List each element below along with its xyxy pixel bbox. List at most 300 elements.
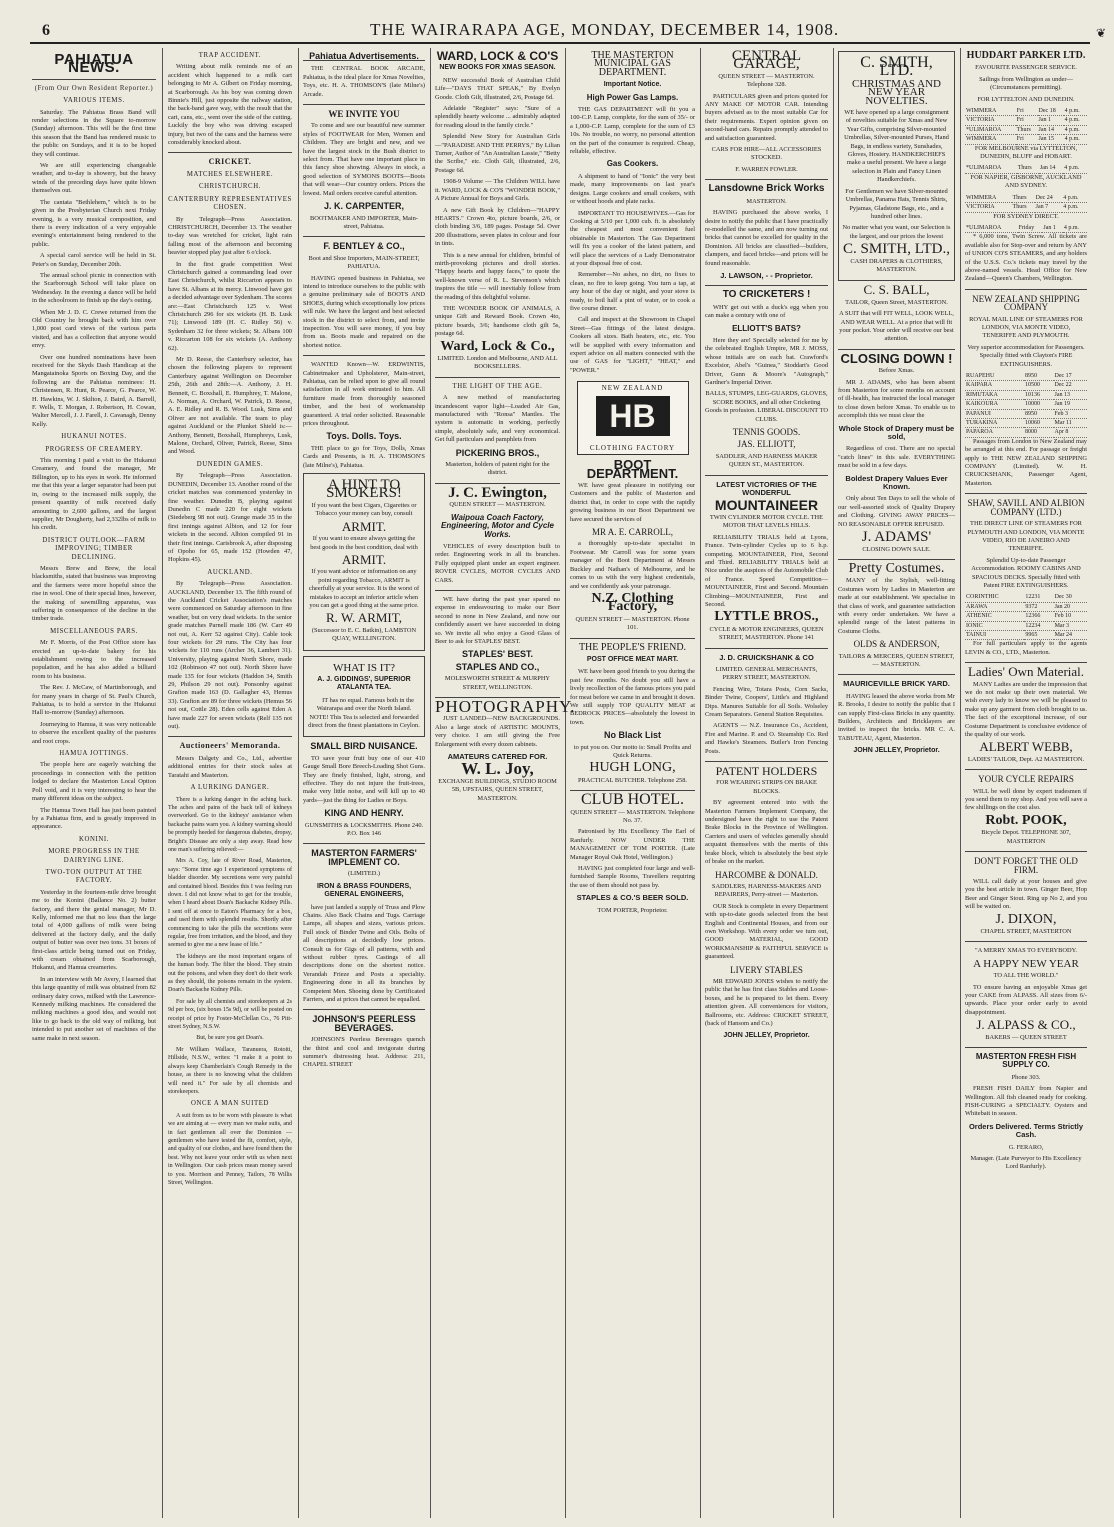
ad-advertiser: J. ADAMS' [861, 529, 932, 546]
table-cell: 10500 [1024, 381, 1054, 390]
ad-text: TO ensure having an enjoyable Xmas get your CAKE from ALPASS. All sizes from 6/- upwards. Place your order early to avoid disappointment. [965, 983, 1087, 1016]
ad-text: Bicycle Depot. TELEPHONE 307, MASTERTON [981, 829, 1071, 845]
ad-heading: WHAT IS IT? [332, 661, 396, 674]
ad-heading: Important Notice. [603, 81, 662, 89]
article-paragraph: Over one hundred nominations have been received for the Skyds Dash Handicap at the Mangatainoka Sports on Boxing Day, and the following are the Pahiatua nominees: H. Christensen, R. Hunt, R. Pearce, G. Pearce, W. H. Hawkins, W. J. Skilton, J. Baird, A. Barrell, F. Wells, T. Morgan, J. Robertson, H. Cowan, Walter Mercell, J. J. Farell, J. Cavanagh, Denny Kelly. [32, 353, 156, 428]
table-cell: Dec 17 [1054, 372, 1087, 381]
ad-text: THE CENTRAL BOOK ARCADE, Pahiatua, is the ideal place for Xmas Novelties, Toys, etc. H. A. THOMSON'S (late Milne's) Arcade. [303, 65, 425, 98]
subheading: HUKANUI NOTES. [61, 433, 127, 441]
column-rule [162, 48, 163, 1518]
ad-advertiser: PICKERING BROS., [455, 447, 540, 458]
column-drapery-ads [838, 48, 955, 1518]
ad-text: WE have great pleasure in notifying our Customers and the public of Masterton and district that, in order to cope with the rapidly growing business in our Boot Department we have secured the services of [570, 482, 695, 523]
ad-advertiser: J. C. Ewington, [448, 484, 547, 501]
article-paragraph: Mr F. Morris, of the Post Office store has erected an up-to-date bakery for his establishment owing to the increased population, and he has also added a billiard room to his business. [32, 639, 156, 680]
ad-text: OUR Stock is complete in every Department with up-to-date goods selected from the best English and Continental Houses, and from our own Workshop. With every order we turn out, GOOD MATERIAL, GOOD WORKMANSHIP & FAITHFUL SERVICE is guaranteed. [705, 902, 828, 961]
ad-text: To come and see our beautiful new summer styles of FOOTWEAR for Men, Women and Children. They are bright and new, and we have the largest stock in the Bush district to select from. That have one important place in this fancy shoe showing. Always in stock, a good selection of SYMONS BOOTS—Boots that will wear—Our country orders. Prices the lowest. Mail orders receive careful attention. [303, 122, 425, 197]
ad-box-c-smith [838, 51, 955, 281]
ad-text: Remember—No ashes, no dirt, no fixes to clean, no fire to keep going. You turn a tap, at any hour of the day or night, and your stove is ready, to boil half a pint of water, or to cook a five course dinner. [570, 271, 695, 312]
ad-text: Splendid New Story for Australian Girls—"PARADISE AND THE PERRYS," By Lilian Turner, Author of "An Australian Lassie," "Betty the Scribe," etc. Cloth Gilt, illustrated, 2/6, Postage 6d. [435, 133, 560, 174]
ad-text: Fencing Wire, Totara Posts, Corn Sacks, Binder Twine, Coopers', Little's and Highland Dips. Manures Suitable for all Soils. Wolseley Cream Separators. General Station Requisites. [705, 685, 828, 718]
ad-text: WHY get out with a duck's egg when you can make a century with one of [705, 303, 828, 320]
table-cell: 12366 [1024, 612, 1053, 621]
table-cell: Friday [1018, 224, 1043, 233]
ad-text: a thoroughly up-to-date specialist in Footwear. Mr Carroll was for some years manager of the Boot Department at Messrs Buckley and Nathan's of Melbourne, and he comes to us with the very highest credentials, and we confidently ask your patronage. [570, 540, 695, 590]
subheading: HAMUA JOTTINGS. [59, 750, 129, 758]
ad-text: (Successor to E. C. Batkin), LAMBTON QUAY, WELLINGTON. [311, 626, 417, 643]
table-row [965, 203, 1087, 212]
ad-text: CASH DRAPERS & CLOTHIERS, MASTERTON. [850, 257, 943, 273]
article-paragraph: This morning I paid a visit to the Hukanui Creamery, and found the manager, Mr Billington, up to his eyes in work. He informed me that this year a larger separator had been put in, owing to the increased milk supply, the present quantity of milk received daily amounting to 2,600 gallons, and the largest supplier, Mr Dougherty, had 2,332lbs of milk to his credit. [32, 457, 156, 532]
ad-advertiser: G. FERARO, [1008, 1143, 1044, 1151]
ad-text: Sailings from Wellington as under—(Circumstances permitting). [979, 75, 1073, 92]
table-cell: Feb 3 [1054, 409, 1087, 418]
table-row [965, 164, 1087, 173]
article-paragraph: Messrs Brew and Brew, the local blacksmiths, stated that business was improving and the farmers were more hopeful since the rise in wool. One of their special lines, however, the making of sawmilling apparatus, was suffering in consequence of the decline in the timber trade. [32, 564, 156, 623]
table-cell: VICTORIA [965, 116, 1016, 125]
table-cell: Jan 19 [1054, 400, 1087, 409]
ad-text: No matter what you want, our Selection is the largest, and our prices the lowest [842, 224, 951, 240]
ad-text: TOM PORTER, Proprietor. [597, 906, 668, 914]
ad-text: CYCLE & MOTOR ENGINEERS, QUEEN STREET, MASTERTON. Phone 141 [709, 625, 824, 642]
table-row [965, 621, 1087, 630]
column-rule [565, 48, 566, 1518]
ad-heading: TO ALL THE WORLD." [993, 972, 1059, 980]
ad-advertiser: J. K. CARPENTER, [323, 201, 404, 212]
ad-heading: Toys. Dolls. Toys. [326, 431, 402, 442]
table-cell: Fri [1016, 135, 1038, 144]
ad-heading: POST OFFICE MEAT MART. [586, 655, 679, 663]
table-cell: 9965 [1024, 630, 1053, 639]
ad-text: Phone 303. [1011, 1073, 1041, 1081]
ad-text: EXCHANGE BUILDINGS, STUDIO ROOM 5B, UPSTAIRS, QUEEN STREET, MASTERTON. [438, 777, 557, 802]
ad-text: Passages from London to New Zealand may be arranged at this end. For passage or freight apply to THE NEW ZEALAND SHIPPING COMPANY (Limited). W. H. CRUICKSHANK, Passenger Agent, Masterton. [965, 437, 1087, 487]
subheading: PROGRESS OF CREAMERY. [45, 445, 143, 453]
ad-text: WANTED Known—W. ERDWINTIS, Cabinetmaker and Upholsterer, Main-street, Pahiatua, can be relied upon to give all round satisfaction in all work entrusted to him. All furniture made from thoroughly seasoned timber, and the best of workmanship guaranteed. A trial order solicited. Reasonable prices throughout. [303, 361, 425, 428]
ad-text: FRESH FISH DAILY from Napier and Wellington. All fish cleaned ready for cooking. FISH-CURING a SPECIALTY. Oysters and Whitebait in season. [965, 1085, 1087, 1118]
ad-heading: SHAW, SAVILL AND ALBION COMPANY (LTD.) [967, 498, 1085, 517]
ad-text: A new Gift Book by Children—"HAPPY HEARTS." Crown 4to, picture boards, 2/6, or cloth binding 3/6, 189 pages. Postage 5d. Over 200 illustrations, seven plates in colour and four in tints. [435, 206, 560, 248]
table-cell: Fri [1016, 107, 1038, 116]
subheading: ONCE A MAN SUITED [191, 1100, 269, 1108]
article-paragraph: We are still experiencing changeable weather, and to-day is showery, but the heavy winds of the preceding days have quite blown themselves out. [32, 162, 156, 195]
ad-text: Very superior accommodation for Passengers. Specially fitted with Clayton's FIRE EXTINGUISHERS. [967, 343, 1085, 368]
ad-heading: No Black List [603, 730, 661, 741]
ad-advertiser: C. S. BALL, [863, 282, 930, 298]
ad-advertiser: HUGH LONG, [589, 760, 676, 776]
ad-heading: Ladies' Own Material. [967, 664, 1085, 680]
table-cell: Jan 13 [1054, 390, 1087, 399]
ad-advertiser: MR A. E. CARROLL, [591, 527, 673, 538]
table-cell: 8950 [1024, 409, 1054, 418]
table-row [965, 612, 1087, 621]
ad-heading: TO CRICKETERS ! [722, 289, 811, 301]
ad-text: TAILORS & MERCERS, QUEEN STREET, — MASTERTON. [838, 652, 955, 668]
article-paragraph: In the first grade competition West Christchurch gained a commanding lead over East Christchurch, whilst Riccarton appears to have St. Albans at its mercy. Linwood have got a decided advantage over Sydenham. The scores are:—East Christchurch 125 v. West Christchurch 296 for six wickets (H. B. Lusk 71); Linwood 189 (H. C. Ridley 56) v. Sydenham 32 for three wickets; St. Albans 100 v. Riccarton 108 for six wickets (A. Anthony 62). [168, 260, 292, 352]
ad-text: A shipment to hand of "Ionic" the very best made, many improvements on last year's designs. Large cookers and small cookers, with or without hoods and plate racks. [570, 172, 695, 206]
table-cell: PAPANUI [965, 409, 1024, 418]
ad-text: Here they are! Specially selected for me by the celebrated English Umpire, MR J. MOSS, whose initials are on each bat. Crawford's Excelsior, Abel's "Guinea," Stoddart's Good Driver, Gunn & Moore's "Autograph," Gardner's Imperial Driver. [705, 336, 828, 386]
table-row [965, 390, 1087, 399]
table-heading: FOR MELBOURNE via LYTTELTON, DUNEDIN, BLUFF and HOBART. [974, 144, 1078, 161]
ad-heading: IRON & BRASS FOUNDERS, GENERAL ENGINEERS, [316, 882, 412, 899]
table-cell: Jan 14 [1039, 164, 1063, 173]
ad-heading: THE MASTERTON MUNICIPAL GAS DEPARTMENT. [591, 50, 674, 78]
table-row [965, 630, 1087, 639]
table-cell: CORINTHIC [965, 593, 1024, 602]
masthead [30, 20, 1090, 44]
ad-text: CHAPEL STREET, MASTERTON [980, 927, 1072, 935]
table-cell: KAIPARA [965, 381, 1024, 390]
table-row [965, 428, 1087, 437]
ad-heading: YOUR CYCLE REPAIRS [978, 774, 1074, 785]
ad-text: IT has no equal. Famous both in the Wairarapa and over the North Island. NOTE! This Tea is selected and forwarded direct from the finest plantations in Ceylon. [308, 696, 420, 729]
ad-text: Adelaide "Register" says: "Sure of a splendidly hearty welcome ... admirably adapted for reading aloud in the family circle." [435, 105, 560, 129]
subheading: CHRISTCHURCH. [199, 183, 261, 191]
table-cell: Jan 15 [1038, 135, 1064, 144]
article-paragraph: The Rev. J. McCaw, of Martinborough, and for many years in charge of St. Paul's Church, Pahiatua, is to hold a service in the Hukanui Hall to-morrow (Sunday) afternoon. [32, 684, 156, 717]
ad-heading: Lansdowne Brick Works [708, 183, 825, 195]
table-cell: KAIKOURA [965, 400, 1024, 409]
subheading: TWO-TON OUTPUT AT THE FACTORY. [45, 868, 143, 885]
column-cricket-news [168, 48, 292, 1518]
table-cell: 12231 [1024, 593, 1053, 602]
table-row [965, 135, 1087, 144]
ad-text: THE WONDER BOOK OF ANIMALS, A unique Gift and Reward Book. Crown 4to, picture boards, 3/6; handsome cloth gilt 5s, postage 6d. [435, 304, 560, 338]
ad-advertiser: J. D. CRUICKSHANK & CO [719, 652, 814, 662]
subheading: VARIOUS ITEMS. [63, 97, 125, 105]
ad-advertiser: A. J. GIDDINGS', SUPERIOR ATALANTA TEA. [317, 675, 411, 692]
ad-text: IMPORTANT TO HOUSEWIVES.—Gas for Cooking at 5/10 per 1,000 cub. ft. is absolutely the cheapest and most convenient fuel obtainable in Masterton. The Gas Department will fix you a cooker of the latest pattern, and will place the services of a Lady Demonstrator at your disposal free of cost. [570, 209, 695, 267]
article-paragraph: By Telegraph—Press Association. DUNEDIN, December 13. Another round of the cricket matches was commenced yesterday in fine weather. Dunedin B, playing against Dunedin C made 220 for eight wickets (Siedeberg 98 not out). Grange made 35 in the first innings against Albion, and 12 for four wickets in the second. Albion compiled 91 in their first innings. Carisbrook A, after disposing of Opoho for 65, made 152 (Howden 47, Hopkins 45). [168, 472, 292, 564]
table-cell: VICTORIA [965, 203, 1012, 212]
table-cell: 4 p.m. [1064, 125, 1087, 134]
ad-text: If you want the best Cigars, Cigarettes or Tobacco your money can buy, consult [311, 501, 417, 518]
article-paragraph: When Mr J. D. C. Crewe returned from the Old Country he brought back with him over 1,000 post card views of the various parts visited, and has a collection that anyone would envy. [32, 308, 156, 350]
ad-advertiser: LYTTLE BROS., [714, 609, 819, 625]
ad-heading: AMATEURS CATERED FOR. [447, 752, 548, 762]
ad-advertiser: ALBERT WEBB, [979, 739, 1073, 755]
table-cell: Jan 1 [1038, 116, 1064, 125]
subheading: KONINI. [78, 835, 110, 843]
section-heading: PAHIATUA NEWS. [54, 51, 134, 77]
table-cell: WIMMERA [965, 194, 1012, 203]
ad-text: ROYAL MAIL LINE OF STEAMERS FOR LONDON, VIA MONTE VIDEO, TENERIFFE AND PLYMOUTH. [969, 315, 1083, 340]
newspaper-title: THE WAIRARAPA AGE, MONDAY, DECEMBER 14, 1908. [370, 20, 840, 39]
table-row [965, 194, 1087, 203]
fold-mark-icon: ❦ [1095, 26, 1106, 40]
article-paragraph: There is a lurking danger in the aching back. The aches and pains of the back tell of kidneys overworked. Go to the kidneys' assistance when backache pains warn you. A kidney warning should be promptly heeded for dangerous diabetes, dropsy, Bright's Disease are only a step away. Read how one man's suffering relieved:— [168, 796, 292, 853]
table-cell: 9372 [1024, 602, 1053, 611]
table-cell: RIMUTAKA [965, 390, 1024, 399]
section-heading: CRICKET. [208, 157, 252, 167]
ad-heading: A HINT TO SMOKERS! [326, 477, 402, 502]
table-cell: WIMMERA [965, 107, 1016, 116]
ad-advertiser: Robt. POOK, [985, 812, 1067, 828]
ad-heading: Pretty Costumes. [848, 560, 945, 576]
ad-text: MASTERTON. [746, 197, 787, 205]
ad-text: A new method of manufacturing incandescent vapor light—Loaded Air Gas, manufactured with "Ronsa" Mantles. The system is automatic in working, perfectly simple, absolutely safe, and very economical. Get full particulars and pamphlets from [435, 394, 560, 444]
subheading: DISTRICT OUTLOOK—FARM IMPROVING; TIMBER DECLINING. [42, 536, 146, 561]
column-rule [833, 48, 834, 1518]
ad-text: For Gentlemen we have Silver-mounted Umbrellas, Panama Hats, Tennis Shirts, Pyjamas, Gladstone Bags, etc., and a hundred other lines. [845, 187, 948, 220]
table-cell: Mar 3 [1054, 621, 1087, 630]
article-paragraph: Yesterday in the fourteen-mile drive brought me to the Konini (Ballance No. 2) butter factory, and there the genial manager, Mr D. Kelly, informed me that no less than the large total of 4,000 gallons of milk were being delivered at the factory daily, and the daily output of butter was over two tons. 31 boxes of first-class article being turned out on Friday, with cream obtained from Scarborough, Hukanui, and Hamua creameries. [32, 888, 156, 972]
ad-heading: JOHNSON'S PEERLESS BEVERAGES. [312, 1014, 416, 1033]
table-cell: Thurs [1012, 194, 1035, 203]
table-cell: Thurs [1017, 164, 1039, 173]
ad-text: CLOSING DOWN SALE. [862, 545, 931, 553]
ad-text: HAVING purchased the above works, I desire to notify the public that I have practically re-modelled the same, and am now turning out bricks that cannot be excelled for quality in the Dominion. All bricks are classified—builders, clampers, and faced bricks—and prices will be found reasonable. [705, 209, 828, 267]
table-cell: TURAKINA [965, 419, 1024, 428]
ad-heading: Orders Delivered. Terms Strictly Cash. [968, 1121, 1084, 1140]
column-rule [700, 48, 701, 1518]
ad-heading: MAURICEVILLE BRICK YARD. [843, 679, 950, 689]
ad-heading: MASTERTON FRESH FISH SUPPLY CO. [975, 1052, 1077, 1070]
ad-text: Before Xmas. [878, 367, 915, 375]
section-heading: Auctioneers' Memoranda. [179, 741, 281, 751]
article-paragraph: Mr D. Reese, the Canterbury selector, has chosen the following players to represent Canterbury against Wellington on December 25th, 26th and 28th:—A. Anthony, J. H. Bennett, C. Boxshall, E. Humphrey, T. Malone, A. Norman, A. Orchard, W. Patrick, D. Reese, A. E. Ridley and R. B. Wood. Lusk, Sims and Oliver are not available. The team to play against Auckland or the Plunket Shield is:—Anthony, Bennett, Boxshall, Humphreys, Lusk, Malone, Orchard, Oliver, Patrick, Reese, Sims and Wood. [168, 356, 292, 456]
ad-text: JUST LANDED—NEW BACKGROUNDS. Also a large stock of ARTISTIC MOUNTS, very choice. I am still giving the Free Enlargement with every dozen cabinets. [435, 715, 560, 748]
ad-text: PRACTICAL BUTCHER. Telephone 258. [577, 776, 688, 784]
ad-heading: High Power Gas Lamps. [586, 92, 679, 102]
subheading: DUNEDIN GAMES. [196, 460, 264, 468]
ad-heading: Waipoua Coach Factory, Engineering, Motor and Cycle Works. [441, 512, 554, 539]
table-heading: FOR SYDNEY DIRECT. [993, 212, 1059, 220]
ad-text: MANY of the Stylish, well-fitting Costumes worn by Ladies in Masterton are made at our establishment. We specialise in that class of work, and guarantee satisfaction with every order undertaken. We have a splendid range of the latest patterns in Costume Cloths. [838, 577, 955, 635]
ad-text: HAVING opened business in Pahiatua, we intend to introduce ourselves to the public with a genuine preliminary sale of BOOTS AND SHOES, during which exceptionally low prices will rule. We have the largest and best selected stock in the district to select from, and invite inspection. You will save money, if you buy from us. Boots made and repaired on the shortest notice. [303, 274, 425, 349]
ad-heading: SMALL BIRD NUISANCE. [310, 741, 418, 752]
ad-heading: STAPLES' BEST. [462, 649, 533, 660]
ad-text: If you want advice or information on any point regarding Tobacco, ARMIT is cheerfully at your service. It is the worst of mistakes to accept an inferior article when you can get a good thing at the same price. [308, 568, 420, 609]
ad-text: 1908-9 Volume — The Children WILL have it. WARD, LOCK & CO'S "WONDER BOOK," A Picture Annual for Boys and Girls. [435, 178, 560, 203]
ad-box-tea [303, 656, 425, 738]
table-cell: ARAWA [965, 602, 1024, 611]
ad-text: If you want to ensure always getting the best goods in the best condition, deal with [310, 535, 418, 551]
table-cell: 10060 [1024, 419, 1054, 428]
ad-heading: LIVERY STABLES [730, 964, 803, 975]
ad-text: VEHICLES of every description built to order. Engineering work in all its branches. Fully equipped plant under an expert engineer. ROVER CYCLES, MOTOR CYCLES AND CARS. [435, 542, 560, 584]
table-cell: ATHENIC [965, 612, 1024, 621]
column-gas-clothing-ads [570, 48, 695, 1518]
ad-heading: A HAPPY NEW YEAR [973, 957, 1079, 970]
article-paragraph: For sale by all chemists and storekeepers at 2s 9d per box, (six boxes 15s 9d), or will be posted on receipt of price by Foster-McClellan Co., 76 Pitt-street Sydney, N.S.W. [168, 998, 292, 1031]
article-paragraph: Journeying to Hamua, it was very noticeable to observe the excellent quality of the pastures and root crops. [32, 720, 156, 745]
subheading: MATCHES ELSEWHERE. [186, 170, 274, 178]
ad-advertiser: Ward, Lock & Co., [440, 338, 555, 354]
article-paragraph: The annual school picnic in connection with the Scarborough School will take place on Wednesday. In the evening a dance will be held in the schoolroom to finish up the day's outing. [32, 271, 156, 305]
table-row [965, 372, 1087, 381]
table-cell: *ULIMAROA [965, 125, 1016, 134]
article-paragraph: The kidneys are the most important organs of the human body. The filter the blood. They strain out the poisons, and when they don't do their work as they should, the poisons remain in the system. Doan's Backache Kidney Pills. [168, 953, 292, 994]
ad-heading: CLUB HOTEL. [580, 791, 685, 809]
table-cell: Jan 7 [1035, 203, 1063, 212]
column-pahiatua-ads [303, 48, 425, 1518]
ad-advertiser: J. LAWSON, - - Proprietor. [720, 270, 813, 280]
ad-text: WE have been good friends to you during the past few months. No doubt you still have a lively recollection of the famous prices you paid for meat before we came in and brought it down. We still supply TOP QUALITY MEAT at BEDROCK PRICES—absolutely the lowest in town. [570, 668, 695, 726]
table-cell: 4 p.m. [1063, 164, 1087, 173]
ad-heading: Whole Stock of Drapery must be sold, [838, 423, 955, 442]
article-paragraph: Mr William Wallace, Taranuera, Rotoiti, Hillside, N.S.W., writes: "I make it a point to always keep Chamberlain's Cough Remedy in the house, as there is no knowing what the children will need it." For sale by all chemists and storekeepers. [168, 1046, 292, 1095]
article-paragraph: A suit from us to be worn with pleasure is what we are aiming at — every man we make suits, and in fact gentlemen all over the Dominion — gentlemen who have tested the fit, comfort, style, and quality of our clothes, and have found them the best. Why not leave your order with us when next in Wellington. Our cash prices mean money saved to you. Morrison and Penney, Tailors, 78 Willis Street, Wellington. [168, 1112, 292, 1186]
ad-text: LIMITED. GENERAL MERCHANTS, PERRY STREET, MASTERTON. [715, 665, 818, 682]
ad-text: RELIABILITY TRIALS held at Lyons, France. Twin-cylinder Cycles up to 6 h.p. competing. MOUNTAINEER, First, Second and Third. RELIABILITY TRIALS held at Nice under the auspices of the Automobile Club of France. Speed Competition—MOUNTAINEER, First and Second. Mountain Climbing—MOUNTAINEER, First and Second. [705, 533, 828, 608]
table-heading: FOR NAPIER, GISBORNE, AUCKLAND AND SYDNEY. [970, 173, 1082, 190]
table-cell: Dec 30 [1054, 593, 1087, 602]
ad-text: A SUIT that will FIT WELL, LOOK WELL, AND WEAR WELL. At a price that will fit your pocket. Your order will receive our best attention. [839, 310, 954, 343]
article-paragraph: In an interview with Mr Avery, I learned that this large quantity of milk was obtained from 82 ordinary dairy cows, milked with the Lawrence-Kennedy milking machines. He considered the milking machines a good idea, and would not like to go back to the old way of milking, but intended to put another set of machines of the same make in next season. [32, 975, 156, 1042]
table-row [965, 400, 1087, 409]
ad-text: For full particulars apply to the agents LEVIN & CO., LTD., Masterton. [965, 640, 1087, 656]
sailing-table [965, 107, 1087, 145]
ad-advertiser: STAPLES & CO.'S BEER SOLD. [576, 893, 689, 903]
table-cell: 4 p.m. [1064, 116, 1087, 125]
column-rule [960, 48, 961, 1518]
ad-text: THE place to go for Toys, Dolls, Xmas Cards and Presents, is H. A. THOMSON'S (late Milne's), Pahiatua. [303, 444, 425, 469]
ad-text: * 6,000 tons, Twin Screw. All tickets are available also for Stop-over and return by ANY of UNION CO'S STEAMERS, and any holders of the U.S.S. Co.'s tickets may travel by the above-named vessels. Head Office for New Zealand—Queen's Chambers, Wellington. [965, 233, 1087, 283]
ad-text: Regardless of cost. There are no special "catch lines" in this sale. EVERYTHING must be sold in a few days. [838, 445, 955, 470]
table-row [965, 116, 1087, 125]
ad-advertiser: ARMIT. [341, 551, 387, 567]
ad-text: MOLESWORTH STREET & MURPHY STREET, WELLINGTON. [444, 675, 551, 691]
ad-text: BALLS, STUMPS, LEG-GUARDS, GLOVES, SCORE BOOKS, and all other Cricketing Goods in profusion. LIBERAL DISCOUNT TO CLUBS. [705, 390, 828, 423]
ad-advertiser: OLDS & ANDERSON, [853, 639, 940, 650]
ad-text: Splendid Up-to-date Passenger Accommodation. ROOMY CABINS AND SPACIOUS DECKS. Specially fitted with Patent FIRE EXTINGUISHERS. [971, 556, 1081, 589]
ad-advertiser: W. L. Joy, [461, 759, 534, 779]
column-rule [298, 48, 299, 1518]
article-paragraph: Writing about milk reminds me of an accident which happened to a milk cart belonging to Mr A. Gilbert on Friday morning, at Scarborough. As his boy was coming down Binnie's Hill, just opposite the railway station, the back-band gave way, with the result that the cart, cans, etc., went over the side of the cutting. Luckily the boy who was driving escaped injury, but two of the cans and the harness were considerably knocked about. [168, 63, 292, 147]
table-row [965, 602, 1087, 611]
ad-heading: Boldest Drapery Values Ever Known. [845, 473, 948, 492]
table-cell: *ULIMAROA [965, 164, 1017, 173]
table-cell: Dec 18 [1038, 107, 1064, 116]
ad-text: MANY Ladies are under the impression that we do not make up their own material. We wish every lady to know we will be pleased to make up any garment from cloth brought to us. The fact of the exceptional increase, of our Costume Department is conclusive evidence of the quality of our work. [965, 680, 1087, 739]
subheading: CANTERBURY REPRESENTATIVES CHOSEN. [168, 195, 292, 212]
table-cell: Jan 1 [1042, 224, 1062, 233]
ad-advertiser: J. ALPASS & CO., [976, 1017, 1076, 1033]
ad-text: NEW successful Book of Australian Child Life—"DAYS THAT SPEAK," By Evelyn Goode. Cloth Gilt, illustrated, 2/6, Postage 6d. [435, 76, 560, 101]
ad-advertiser: N.Z. Clothing Factory, [591, 590, 674, 615]
ad-text: THE GAS DEPARTMENT will fit you a 100-C.P. Lamp, complete, for the sum of 35/- or a 1,000-C.P. Lamp, complete for the sum of £3 10s. No trouble, no worry, no personal attention on the part of the consumer is required. Cheap, reliable, effective. [570, 106, 695, 156]
table-cell: Thurs [1016, 125, 1038, 134]
ad-heading: THE PEOPLE'S FRIEND. [578, 641, 687, 653]
sailing-table [965, 194, 1087, 213]
subheading: MORE PROGRESS IN THE DAIRYING LINE. [48, 848, 140, 864]
sailing-table [965, 593, 1087, 640]
ad-heading: CENTRAL GARAGE, [731, 48, 802, 73]
article-paragraph: By Telegraph—Press Association. CHRISTCHURCH, December 13. The weather to-day was wretched for cricket, light rain falling most of the afternoon and becoming heavier stopped play just after 6 o'clock. [168, 215, 292, 257]
table-cell: 10000 [1024, 400, 1054, 409]
article-paragraph: The cantata "Bethlehem," which is to be given in the Presbyterian Church next Friday evening, is a very musical composition, and there is every indication of a very enjoyable evening's entertainment being rendered to the public. [32, 198, 156, 248]
ad-advertiser: C. SMITH, LTD., [843, 241, 950, 258]
column-books-ads [435, 48, 576, 1518]
table-cell: 4 p.m. [1062, 194, 1087, 203]
table-cell: 4 p.m. [1064, 107, 1087, 116]
ad-heading: PATENT HOLDERS [715, 764, 818, 779]
ad-heading: NEW BOOKS FOR XMAS SEASON. [439, 64, 556, 72]
table-cell: Jan 14 [1038, 125, 1064, 134]
ad-heading: NEW ZEALAND SHIPPING COMPANY [972, 293, 1080, 313]
column-garage-ads [705, 48, 828, 1518]
table-cell: WIMMERA [965, 135, 1016, 144]
article-paragraph: But, be sure you get Doan's. [196, 1035, 264, 1042]
ad-text: TO save your fruit buy one of our 410 Gauge Small Bore Breech-Loading Shot Guns. They are finely finished, light, strong, and effective. They do not injure the fruit-trees, make very little noise, and will kill up to 40 yards—just the thing for Ladies or Boys. [303, 754, 425, 804]
ad-heading: WE INVITE YOU [328, 109, 400, 120]
ad-text: Call and inspect at the Showroom in Chapel Street—Gas fittings of the latest designs. Cookers all sizes. Bath heaters, etc., etc. You will be supplied with every information and expert advice on all matters connected with the use of GAS for "LIGHT," "HEAT," and "POWER." [570, 316, 695, 374]
ad-text: PARTICULARS given and prices quoted for ANY MAKE OF MOTOR CAR. Intending buyers advised as to the most suitable Car for their requirements. Expert opinion given on second-hand cars. Repairs promptly attended to and satisfaction guaranteed. [705, 92, 828, 142]
column-pahiatua-news [32, 48, 156, 1518]
article-paragraph: Mrs A. Coy, late of River Road, Masterton, says: "Some time ago I experienced symptoms of bladder disorder. My secretions were very painful and contained blood. Besides this I was feeling run down. I did not know what to get for the trouble, when I heard about Doan's Backache Kidney Pills. I sent off at once to Eaton's Pharmacy for a box, and used them with splendid results. Shortly after commencing to take the pills the secretions were regular, free from irritation, and the blood, and they seemed to give me a new lease of life." [168, 858, 292, 949]
ad-advertiser: ARMIT. [341, 518, 387, 534]
ad-heading: CLOSING DOWN ! [840, 350, 953, 366]
ad-advertiser: KING AND HENRY. [324, 808, 404, 819]
ad-advertiser: HARCOMBE & DONALD. [715, 869, 818, 880]
ad-heading: HUDDART PARKER LTD. [966, 50, 1086, 61]
table-cell: 8950 [1024, 372, 1054, 381]
ad-text: GUNSMITHS & LOCKSMITHS. Phone 240. P.O. Box 146 [304, 821, 424, 838]
table-row [965, 409, 1087, 418]
column-rule [430, 48, 431, 1518]
ad-advertiser: R. W. ARMIT, [326, 610, 402, 626]
sailing-table [965, 224, 1087, 233]
article-paragraph: By Telegraph—Press Association. AUCKLAND, December 13. The fifth round of the Auckland Cricket Association's matches were commenced on Saturday afternoon in fine weather, but on very dead wickets. In the senior grade matches Parnell made 186 (W. Carr 49 not out, A. Kerr 52 against City). Cable took four wickets for 29 runs. The City has four wickets for 110 runs (Archer 36, Lambert 31). University, playing against North Shore, made 102 (Robinson 47 not out). North Shore have made 135 for four wickets (Haddon 34, Smith 29, Philson 29 not out). Ponsonby against Grafton made 163 (D. Gallagher 43, Hemus 33). Grafton are 89 for three wickets (Hemus 56 not out, Cottle 28). Eden cells against Eden A have made 227 for seven wickets (Relf 135 not out). [168, 580, 292, 731]
byline: (From Our Own Resident Reporter.) [34, 84, 154, 92]
table-cell: 4 p.m. [1064, 135, 1087, 144]
ad-text: to put you on. Our motto is: Small Profits and Quick Returns. [573, 743, 692, 759]
ad-text: MR EDWARD JONES wishes to notify the public that he has first class Stables and Loose-boxes, and he is prepared to let them. Every attention given. All conveniences for visitors, Ballrooms, etc. Address: CRICKET STREET, (back of Hansom and Co.) [705, 977, 828, 1027]
ad-heading: THE LIGHT OF THE AGE. [452, 382, 543, 390]
table-cell: IONIC [965, 621, 1024, 630]
ad-text: MR J. ADAMS, who has been absent from Masterton for some months on account of ill-health, has instructed the local manager to close down before Xmas. To enable us to accomplish this we must clear the [838, 378, 955, 420]
ad-text: LADIES' TAILOR, Dept. A2 MASTERTON. [967, 755, 1085, 763]
ad-advertiser: J. DIXON, [995, 911, 1057, 927]
sailing-table [965, 372, 1087, 438]
table-cell: 8000 [1024, 428, 1054, 437]
ad-advertiser: F. WARREN FOWLER. [735, 165, 798, 173]
ad-advertiser: JAS. ELLIOTT, [737, 439, 796, 450]
table-cell: TAINUI [965, 630, 1024, 639]
ad-text: FOR WEARING STRIPS ON BRAKE BLOCKS. [716, 779, 817, 795]
ad-text: Boot and Shoe Importers, MAIN-STREET, PAHIATUA. [308, 254, 420, 271]
table-cell: PAPAROA [965, 428, 1024, 437]
ad-advertiser: JOHN JELLEY, Proprietor. [853, 747, 940, 755]
ad-heading: DON'T FORGET THE OLD FIRM. [974, 856, 1078, 875]
table-row [965, 419, 1087, 428]
ad-advertiser: C. SMITH, LTD. [860, 54, 933, 80]
ad-text: QUEEN STREET — MASTERTON. Telephone No. 37. [570, 808, 695, 825]
ad-heading: CHRISTMAS AND NEW YEAR NOVELTIES. [852, 77, 941, 107]
ad-text: WILL be well done by expert tradesmen if you send them to my shop. And you will save a few shillings on the cost also. [965, 787, 1087, 812]
table-cell: Mar 24 [1054, 630, 1087, 639]
table-row [965, 381, 1087, 390]
ad-text: BAKERS — QUEEN STREET [985, 1033, 1067, 1041]
ad-text: This is a new annual for children, brimful of mirth-provoking pictures and droll stories. "Happy hearts and happy faces," to quote the well-known verse of R. L. Stevenson's which inspires the title — will inevitably follow from the reading of this delightful volume. [435, 251, 560, 301]
ad-text: QUEEN STREET — MASTERTON. Phone 101. [575, 615, 690, 632]
ad-advertiser: JOHN JELLEY, Proprietor. [723, 1032, 810, 1040]
subheading: A LURKING DANGER. [190, 784, 270, 792]
column-shipping-ads [965, 48, 1087, 1518]
table-cell: 4 p.m. [1062, 203, 1087, 212]
article-paragraph: The Hamua Town Hall has just been painted by a Pahiatua firm, and is greatly improved in appearance. [32, 806, 156, 831]
ad-text: HAVING leased the above works from Mr R. Brooks, I desire to notify the public that I can supply First-class Bricks in any quantity. Builders, Architects and Bricklayers are invited to inspect the bricks. MR C. A. TABUTEAU, Agent, Masterton. [838, 692, 955, 742]
sailing-table [965, 164, 1087, 173]
ad-heading: Gas Cookers. [606, 159, 659, 169]
ad-text: Patronised by His Excellency The Earl of Ranfurly. NOW UNDER THE MANAGEMENT OF TOM PORTER. (Late Manager Royal Oak Hotel, Wellington.) [570, 828, 695, 861]
hb-clothing-factory-logo: NEW ZEALAND HB CLOTHING FACTORY [577, 381, 689, 455]
ad-text: HAVING just completed four large and well-furnished Sample Rooms, Travellers requiring the use of them should not pass by. [570, 865, 695, 889]
ad-text: SADDLERS, HARNESS-MAKERS AND REPAIRERS, Perry-street — Masterton. [711, 882, 822, 899]
ad-heading: TENNIS GOODS. [732, 427, 801, 438]
